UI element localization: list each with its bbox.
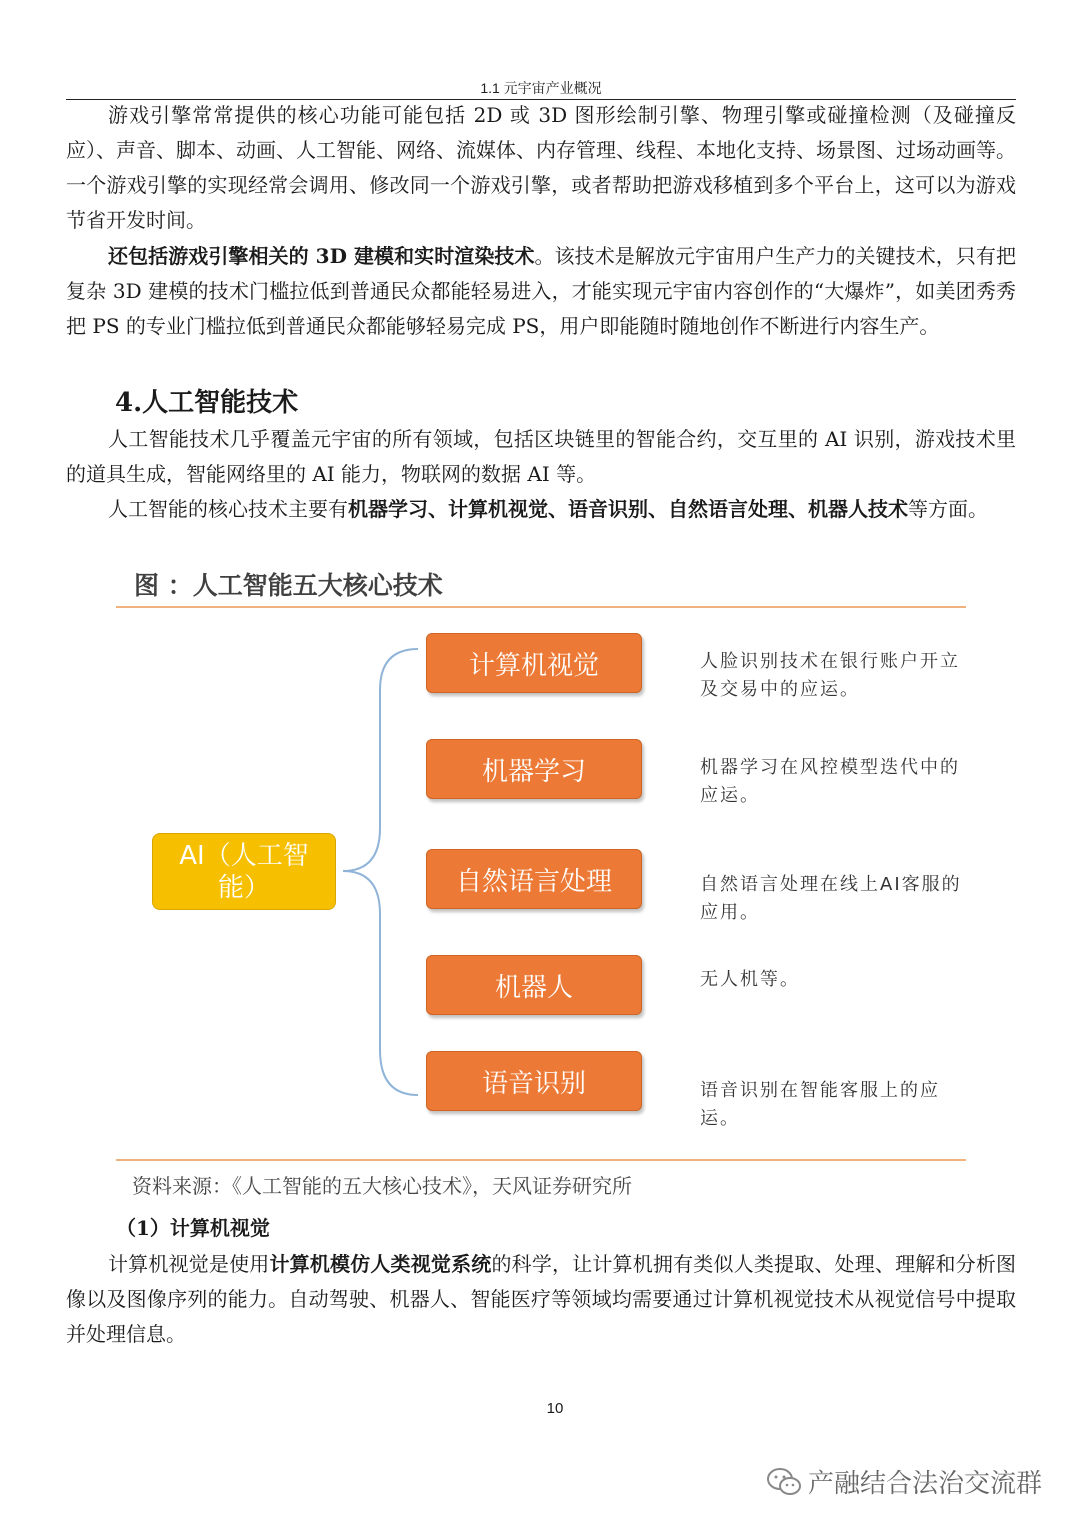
watermark bbox=[766, 1463, 1042, 1500]
paragraph-cv-bold: 计算机模仿人类视觉系统 bbox=[269, 1252, 492, 1276]
paragraph-game-engine: 游戏引擎常常提供的核心功能可能包括 2D 或 3D 图形绘制引擎、物理引擎或碰撞检测（及碰撞反应）、声音、脚本、动画、人工智能、网络、流媒体、内存管理、线程、本地化支持、场景图、过场动画等。一个游戏引擎的实现经常会调用、修改同一个游戏引擎，或者帮助把游戏移植到多个平台上，这可以为游戏节省开发时间。 bbox=[66, 103, 1016, 232]
page-number: 10 bbox=[546, 1400, 564, 1417]
subsection-heading-cv: （1）计算机视觉 bbox=[116, 1216, 270, 1240]
header-title: 1.1 元宇宙产业概况 bbox=[480, 80, 602, 96]
figure-title: 图 ：人工智能五大核心技术 bbox=[134, 571, 443, 600]
figure-source: 资料来源：《人工智能的五大核心技术》，天风证券研究所 bbox=[132, 1174, 632, 1198]
note-computer-vision: 人脸识别技术在银行账户开立及交易中的应运。 bbox=[700, 651, 960, 700]
paragraph-computer-vision bbox=[66, 1247, 1016, 1352]
note-speech-recognition: 语音识别在智能客服上的应运。 bbox=[700, 1080, 940, 1129]
figure-bottom-rule bbox=[116, 1159, 966, 1161]
paragraph-ai-coverage: 人工智能技术几乎覆盖元宇宙的所有领域，包括区块链里的智能合约，交互里的 AI 识别，游戏技术里的道具生成，智能网络里的 AI 能力，物联网的数据 AI 等。 bbox=[66, 427, 1016, 486]
connector-bracket bbox=[343, 649, 418, 1095]
root-node-ai: AI（人工智能） bbox=[152, 833, 336, 910]
node-nlp: 自然语言处理 bbox=[426, 849, 642, 909]
paragraph-3d-modeling-bold: 还包括游戏引擎相关的 3D 建模和实时渲染技术 bbox=[108, 244, 535, 268]
paragraph-ai-core-pre: 人工智能的核心技术主要有 bbox=[108, 497, 348, 521]
section-heading-ai: 4.人工智能技术 bbox=[115, 388, 299, 418]
paragraph-3d-modeling-rest: 。该技术是解放元宇宙用户生产力的关键技术，只有把复杂 3D 建模的技术门槛拉低到普通民众都能轻易进入，才能实现元宇宙内容创作的“大爆炸”，如美团秀秀把 PS 的专业门槛拉低到普通民众都能够轻易完成 PS，用户即能随时随地创作不断进行内容生产。 bbox=[66, 244, 1017, 338]
note-robot: 无人机等。 bbox=[700, 969, 800, 990]
node-robot: 机器人 bbox=[426, 955, 642, 1015]
watermark-text: 产融结合法治交流群 bbox=[808, 1469, 1043, 1499]
paragraph-cv-pre: 计算机视觉是使用 bbox=[108, 1252, 270, 1276]
node-machine-learning: 机器学习 bbox=[426, 739, 642, 799]
node-speech-recognition: 语音识别 bbox=[426, 1051, 642, 1111]
wechat-icon bbox=[766, 1467, 802, 1497]
note-nlp: 自然语言处理在线上AI客服的应用。 bbox=[700, 874, 962, 923]
paragraph-ai-core-post: 等方面。 bbox=[908, 497, 988, 521]
paragraph-ai-core-bold: 机器学习、计算机视觉、语音识别、自然语言处理、机器人技术 bbox=[348, 497, 908, 521]
paragraph-cv-post: 的科学，让计算机拥有类似人类提取、处理、理解和分析图像以及图像序列的能力。自动驾驶、机器人、智能医疗等领域均需要通过计算机视觉技术从视觉信号中提取并处理信息。 bbox=[66, 1252, 1017, 1346]
note-machine-learning: 机器学习在风控模型迭代中的应运。 bbox=[700, 757, 960, 806]
node-computer-vision: 计算机视觉 bbox=[426, 633, 642, 693]
